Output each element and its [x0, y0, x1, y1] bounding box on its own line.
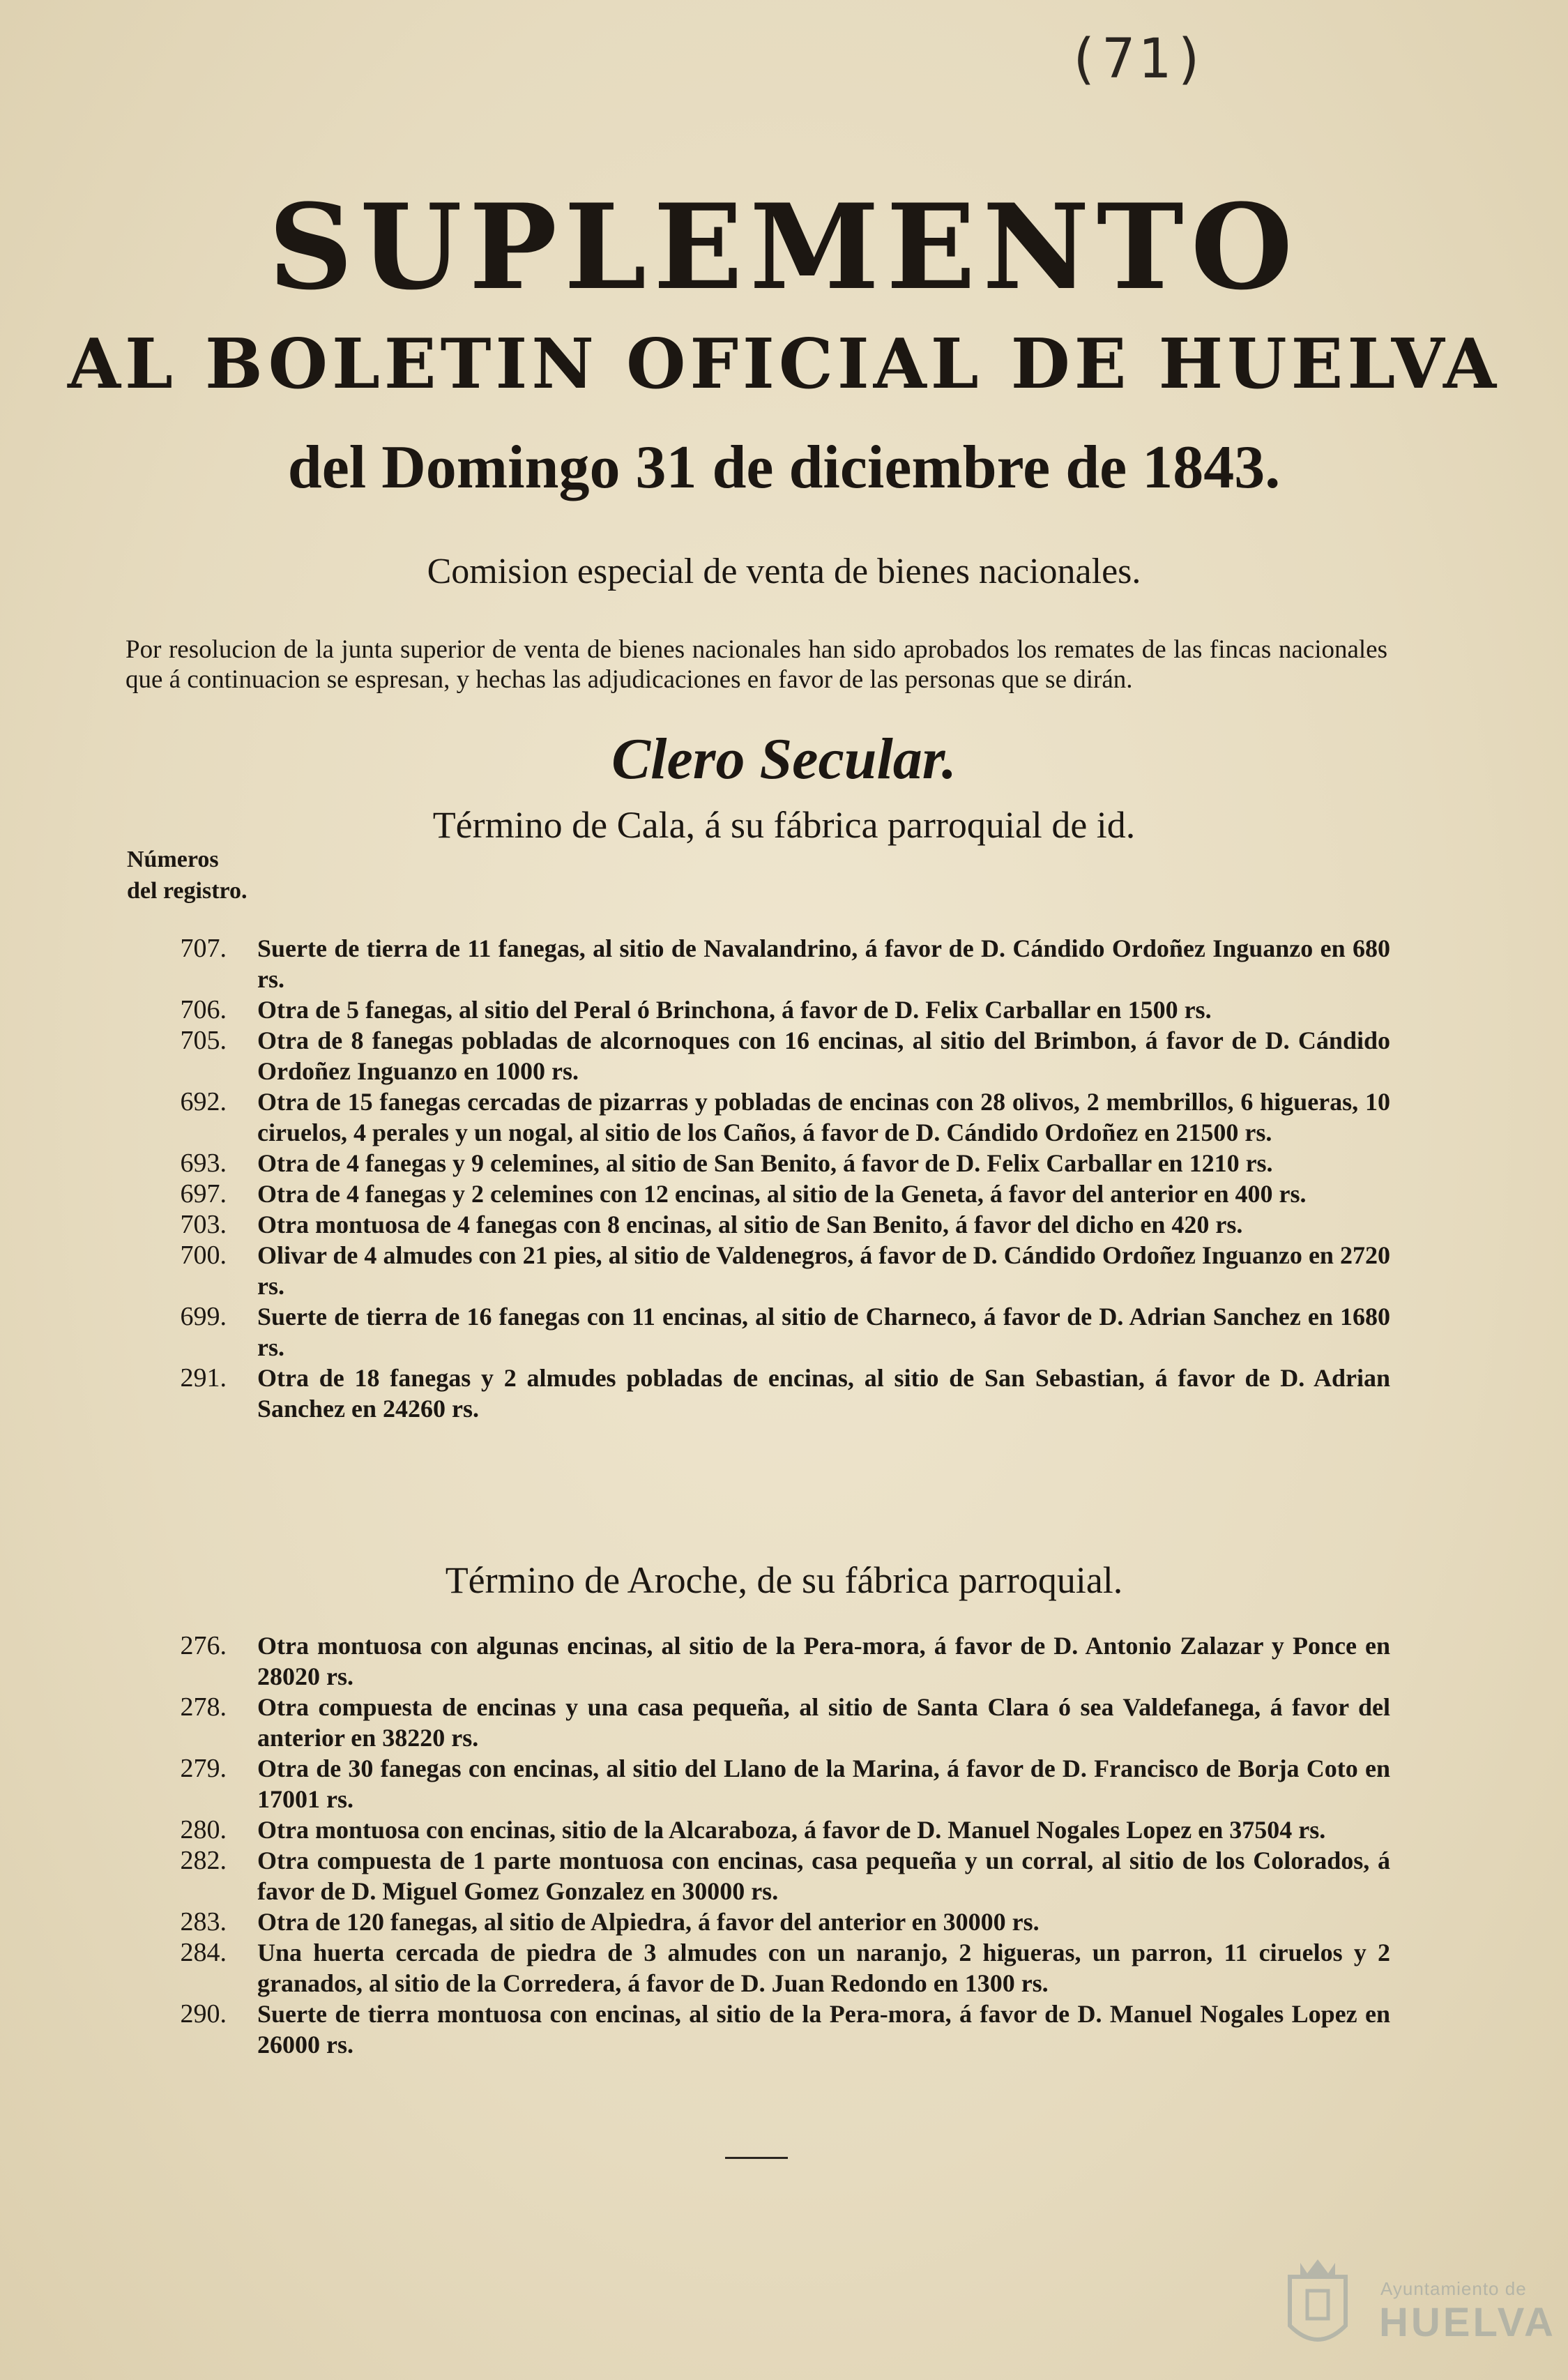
entry-text: Otra de 4 fanegas y 9 celemines, al sitio de San Benito, á favor de D. Felix Carballar en 1210 rs.: [257, 1149, 1273, 1177]
term-heading-aroche: Término de Aroche, de su fábrica parroquial.: [445, 1559, 1123, 1601]
commission-heading: Comision especial de venta de bienes nacionales.: [427, 552, 1141, 591]
register-number: 282.: [180, 1846, 227, 1875]
term-heading-cala: Término de Cala, á su fábrica parroquial de id.: [432, 804, 1136, 846]
list-item: [0, 1025, 1568, 1086]
list-item: [0, 1178, 1568, 1209]
register-number: 700.: [180, 1241, 227, 1270]
register-number: 693.: [180, 1149, 227, 1178]
register-header-line: Números: [127, 847, 219, 872]
entry-text: Otra montuosa con encinas, sitio de la Alcaraboza, á favor de D. Manuel Nogales Lopez en 37504 rs.: [257, 1816, 1326, 1844]
list-item: [0, 1999, 1568, 2060]
register-number: 284.: [180, 1938, 227, 1967]
section-title: Clero Secular.: [611, 727, 957, 791]
register-number: 291.: [180, 1363, 227, 1393]
list-item: [0, 1753, 1568, 1814]
watermark-line1: Ayuntamiento de: [1380, 2278, 1527, 2299]
list-item: [0, 1814, 1568, 1845]
crest-icon: [1276, 2249, 1360, 2360]
entry-text: Otra de 30 fanegas con encinas, al sitio del Llano de la Marina, á favor de D. Francisco de Borja Coto en 17001 rs.: [257, 1754, 1390, 1813]
list-item: [0, 994, 1568, 1025]
register-number: 279.: [180, 1754, 227, 1783]
register-number: 707.: [180, 934, 227, 963]
entry-text: Suerte de tierra montuosa con encinas, al sitio de la Pera-mora, á favor de D. Manuel Nogales Lopez en 26000 rs.: [257, 2000, 1390, 2059]
entry-text: Otra de 4 fanegas y 2 celemines con 12 encinas, al sitio de la Geneta, á favor del anterior en 400 rs.: [257, 1180, 1307, 1208]
list-item: [0, 1937, 1568, 1999]
register-column-header: [127, 844, 248, 907]
entry-text: Olivar de 4 almudes con 21 pies, al sitio de Valdenegros, á favor de D. Cándido Ordoñez Inguanzo en 2720 rs.: [257, 1241, 1390, 1300]
list-item: [0, 1845, 1568, 1907]
watermark-line2: HUELVA: [1379, 2300, 1556, 2345]
entry-text: Otra de 5 fanegas, al sitio del Peral ó Brinchona, á favor de D. Felix Carballar en 1500 rs.: [257, 996, 1212, 1024]
register-number: 697.: [180, 1179, 227, 1208]
register-header-line: del registro.: [127, 878, 248, 904]
register-number: 278.: [180, 1692, 227, 1722]
list-item: [0, 1086, 1568, 1148]
list-item: [0, 1240, 1568, 1301]
issue-date: del Domingo 31 de diciembre de 1843.: [287, 434, 1281, 501]
archive-watermark: [1276, 2249, 1556, 2360]
list-item: [0, 1363, 1568, 1424]
entries-aroche: [0, 1630, 1568, 2060]
list-item: [0, 1209, 1568, 1240]
register-number: 706.: [180, 995, 227, 1024]
entries-cala: [0, 933, 1568, 1424]
entry-text: Otra montuosa con algunas encinas, al sitio de la Pera-mora, á favor de D. Antonio Zalazar y Ponce en 28020 rs.: [257, 1632, 1390, 1690]
entry-text: Otra de 8 fanegas pobladas de alcornoques con 16 encinas, al sitio del Brimbon, á favor de D. Cándido Ordoñez Inguanzo en 1000 rs.: [257, 1026, 1390, 1085]
register-number: 280.: [180, 1815, 227, 1844]
register-number: 703.: [180, 1210, 227, 1239]
entry-text: Otra compuesta de 1 parte montuosa con encinas, casa pequeña y un corral, al sitio de los Colorados, á favor de D. Miguel Gomez Gonzalez en 30000 rs.: [257, 1847, 1390, 1905]
handwritten-page-number: (71): [1067, 28, 1209, 91]
entry-text: Suerte de tierra de 16 fanegas con 11 encinas, al sitio de Charneco, á favor de D. Adrian Sanchez en 1680 rs.: [257, 1303, 1390, 1361]
register-number: 290.: [180, 1999, 227, 2029]
subtitle: AL BOLETIN OFICIAL DE HUELVA: [67, 324, 1501, 404]
entry-text: Una huerta cercada de piedra de 3 almudes con un naranjo, 2 higueras, un parron, 11 ciruelos y 2 granados, al sitio de la Corredera, á favor de D. Juan Redondo en 1300 rs.: [257, 1939, 1390, 1997]
entry-text: Otra compuesta de encinas y una casa pequeña, al sitio de Santa Clara ó sea Valdefanega, á favor del anterior en 38220 rs.: [257, 1693, 1390, 1752]
list-item: [0, 1301, 1568, 1363]
entry-text: Otra de 18 fanegas y 2 almudes pobladas de encinas, al sitio de San Sebastian, á favor de D. Adrian Sanchez en 24260 rs.: [257, 1364, 1390, 1423]
entry-text: Otra de 120 fanegas, al sitio de Alpiedra, á favor del anterior en 30000 rs.: [257, 1908, 1040, 1936]
list-item: [0, 1907, 1568, 1937]
register-number: 692.: [180, 1087, 227, 1116]
intro-paragraph: Por resolucion de la junta superior de venta de bienes nacionales han sido aprobados los remates de las fincas nacionales que á continuacion se espresan, y hechas las adjudicaciones en favor de las personas que se dirán.: [125, 635, 1387, 694]
list-item: [0, 1692, 1568, 1753]
register-number: 283.: [180, 1907, 227, 1936]
title: SUPLEMENTO: [268, 178, 1300, 316]
entry-text: Suerte de tierra de 11 fanegas, al sitio de Navalandrino, á favor de D. Cándido Ordoñez Inguanzo en 680 rs.: [257, 934, 1390, 993]
list-item: [0, 933, 1568, 994]
register-number: 699.: [180, 1302, 227, 1331]
entry-text: Otra montuosa de 4 fanegas con 8 encinas, al sitio de San Benito, á favor del dicho en 420 rs.: [257, 1211, 1243, 1238]
closing-rule: [725, 2157, 788, 2159]
list-item: [0, 1148, 1568, 1178]
register-number: 705.: [180, 1026, 227, 1055]
list-item: [0, 1630, 1568, 1692]
register-number: 276.: [180, 1631, 227, 1660]
entry-text: Otra de 15 fanegas cercadas de pizarras y pobladas de encinas con 28 olivos, 2 membrillos, 6 higueras, 10 ciruelos, 4 perales y un nogal, al sitio de los Caños, á favor de D. Cándido Ordoñez en 21500 rs.: [257, 1088, 1390, 1146]
